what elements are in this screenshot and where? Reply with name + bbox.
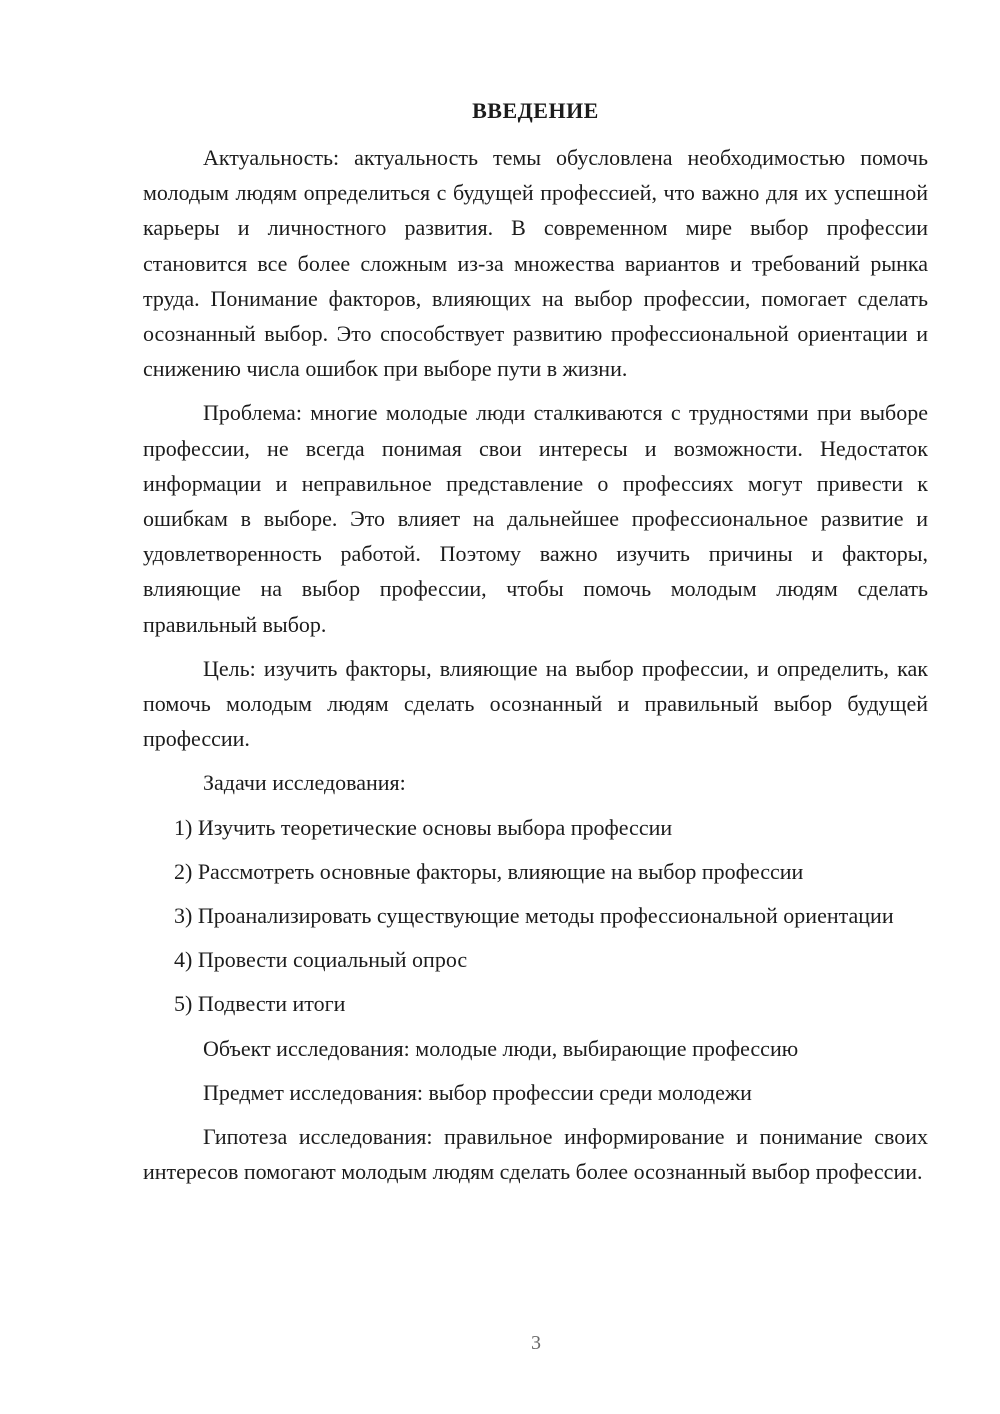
document-page bbox=[143, 95, 928, 1189]
list-item: 2) Рассмотреть основные факторы, влияющие на выбор профессии bbox=[174, 858, 804, 884]
paragraph-object: Объект исследования: молодые люди, выбирающие профессию bbox=[203, 1035, 799, 1061]
tasks-heading: Задачи исследования: bbox=[203, 770, 406, 796]
page-title: ВВЕДЕНИЕ bbox=[472, 98, 599, 123]
paragraph-relevance: Актуальность: актуальность темы обусловлена необходимостью помочь молодым людям определиться с будущей профессией, что важно для их успешной карьеры и личностного развития. В современном мире выбор профессии становится все более сложным из-за множества вариантов и требований рынка труда. Понимание факторов, влияющих на выбор профессии, помогает сделать осознанный выбор. Это способствует развитию профессиональной ориентации и снижению числа ошибок при выборе пути в жизни. bbox=[143, 145, 928, 382]
paragraph-subject: Предмет исследования: выбор профессии среди молодежи bbox=[203, 1079, 752, 1105]
paragraph-goal: Цель: изучить факторы, влияющие на выбор профессии, и определить, как помочь молодым людям сделать осознанный и правильный выбор будущей профессии. bbox=[143, 655, 928, 752]
page-number: 3 bbox=[531, 1332, 541, 1354]
list-item: 1) Изучить теоретические основы выбора профессии bbox=[174, 814, 673, 840]
list-item: 3) Проанализировать существующие методы профессиональной ориентации bbox=[174, 903, 894, 929]
paragraph-problem: Проблема: многие молодые люди сталкиваются с трудностями при выборе профессии, не всегда понимая свои интересы и возможности. Недостаток информации и неправильное представление о профессиях могут привести к ошибкам в выборе. Это влияет на дальнейшее профессиональное развитие и удовлетворенность работой. Поэтому важно изучить причины и факторы, влияющие на выбор профессии, чтобы помочь молодым людям сделать правильный выбор. bbox=[143, 400, 928, 637]
paragraph-hypothesis: Гипотеза исследования: правильное информирование и понимание своих интересов помогают молодым людям сделать более осознанный выбор профессии. bbox=[143, 1124, 928, 1185]
list-item: 4) Провести социальный опрос bbox=[174, 947, 468, 973]
list-item: 5) Подвести итоги bbox=[174, 991, 346, 1017]
